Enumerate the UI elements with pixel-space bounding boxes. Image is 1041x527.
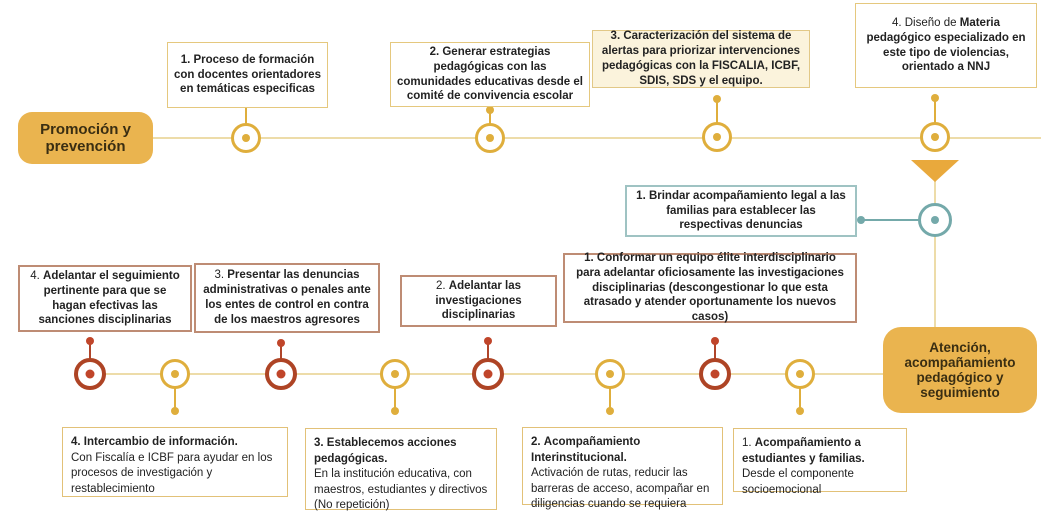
timeline-top-line <box>153 137 1041 139</box>
step-text: Presentar las denuncias administrativas o penales ante los entes de control en contra de los maestros agresores <box>203 269 371 326</box>
stem-dot <box>711 337 719 345</box>
timeline-node-attention-gold-1 <box>785 359 815 389</box>
prevention-step-3-box: 3. Caracterización del sistema de alertas para priorizar intervenciones pedagógicas con la FISCALIA, ICBF, SDIS, SDS y el equipo. <box>592 30 810 88</box>
stem-dot <box>484 337 492 345</box>
step-desc: En la institución educativa, con maestros, estudiantes y directivos (No repetición) <box>314 468 488 512</box>
step-num: 1. <box>742 437 752 449</box>
stem-dot <box>391 407 399 415</box>
attention-upper-step-2-box <box>400 275 557 327</box>
step-num: 3. <box>314 437 324 449</box>
step-desc: Con Fiscalía e ICBF para ayudar en los procesos de investigación y restablecimiento <box>71 451 273 495</box>
attention-lower-step-2-box <box>522 427 723 511</box>
timeline-node-attention-gold-2 <box>595 359 625 389</box>
prevention-step-2-box: 2. Generar estrategias pedagógicas con las comunidades educativas desde el comité de convivencia escolar <box>390 42 590 107</box>
phase-transition-arrow-icon <box>911 160 959 182</box>
stem-dot <box>277 339 285 347</box>
legal-connector-dot <box>857 216 865 224</box>
attention-lower-step-3-box <box>305 428 497 510</box>
attention-upper-step-1-box <box>563 253 857 323</box>
attention-lower-step-1-box <box>733 428 907 496</box>
step-lead: Acompañamiento a estudiantes y familias. <box>742 437 865 465</box>
step-text: Adelantar el seguimiento pertinente para que se hagan efectivas las sanciones disciplinarias <box>38 269 180 327</box>
step-num: 2. <box>435 279 446 292</box>
step-text: Conformar un equipo élite interdisciplinario para adelantar oficiosamente las investigaciones disciplinarias (descongestionar lo que esta atrasado y atender oportunamente los nuevos casos) <box>576 251 844 324</box>
step-num: 4. <box>30 269 40 282</box>
step-num: 2. <box>531 436 541 448</box>
step-lead: 4. Diseño de <box>891 16 957 29</box>
prevention-step-4-box <box>855 3 1037 88</box>
step-lead: Acompañamiento Interinstitucional. <box>531 436 641 464</box>
timeline-node-prevention-2 <box>475 123 505 153</box>
phase2-label: Atención, acompañamiento pedagógico y seguimiento <box>883 327 1037 413</box>
attention-upper-step-3-box <box>194 263 380 333</box>
legal-support-box: 1. Brindar acompañamiento legal a las familias para establecer las respectivas denuncias <box>625 185 857 237</box>
step-desc: Desde el componente socioemocional <box>742 468 854 496</box>
step-num: 3. <box>214 269 225 282</box>
step-desc: Activación de rutas, reducir las barreras de acceso, acompañar en diligencias cuando se requiera <box>531 467 710 511</box>
stem-dot <box>796 407 804 415</box>
step-lead: Intercambio de información. <box>83 436 238 448</box>
timeline-node-prevention-3 <box>702 122 732 152</box>
stem-dot <box>931 94 939 102</box>
timeline-node-attention-gold-3 <box>380 359 410 389</box>
step-num: 1. <box>584 251 594 264</box>
prevention-step-1-box: 1. Proceso de formación con docentes orientadores en temáticas especificas <box>167 42 328 108</box>
attention-lower-step-4-box <box>62 427 288 497</box>
step-text: Adelantar las investigaciones disciplinarias <box>435 279 522 322</box>
stem-dot <box>606 407 614 415</box>
phase1-label: Promoción y prevención <box>18 112 153 164</box>
step-num: 4. <box>71 436 81 448</box>
timeline-node-attention-gold-4 <box>160 359 190 389</box>
timeline-node-attention-red-2 <box>472 358 504 390</box>
timeline-node-attention-red-3 <box>265 358 297 390</box>
step-lead: Establecemos acciones pedagógicas. <box>314 437 457 465</box>
timeline-node-prevention-1 <box>231 123 261 153</box>
timeline-node-attention-red-4 <box>74 358 106 390</box>
stem-dot <box>86 337 94 345</box>
timeline-node-prevention-4 <box>920 122 950 152</box>
attention-upper-step-4-box <box>18 265 192 332</box>
stem-dot <box>713 95 721 103</box>
timeline-node-legal <box>918 203 952 237</box>
stem-dot <box>486 106 494 114</box>
step-text: Materia pedagógico especializado en este tipo de violencias, orientado a NNJ <box>866 16 1026 74</box>
stem-dot <box>171 407 179 415</box>
timeline-node-attention-red-1 <box>699 358 731 390</box>
